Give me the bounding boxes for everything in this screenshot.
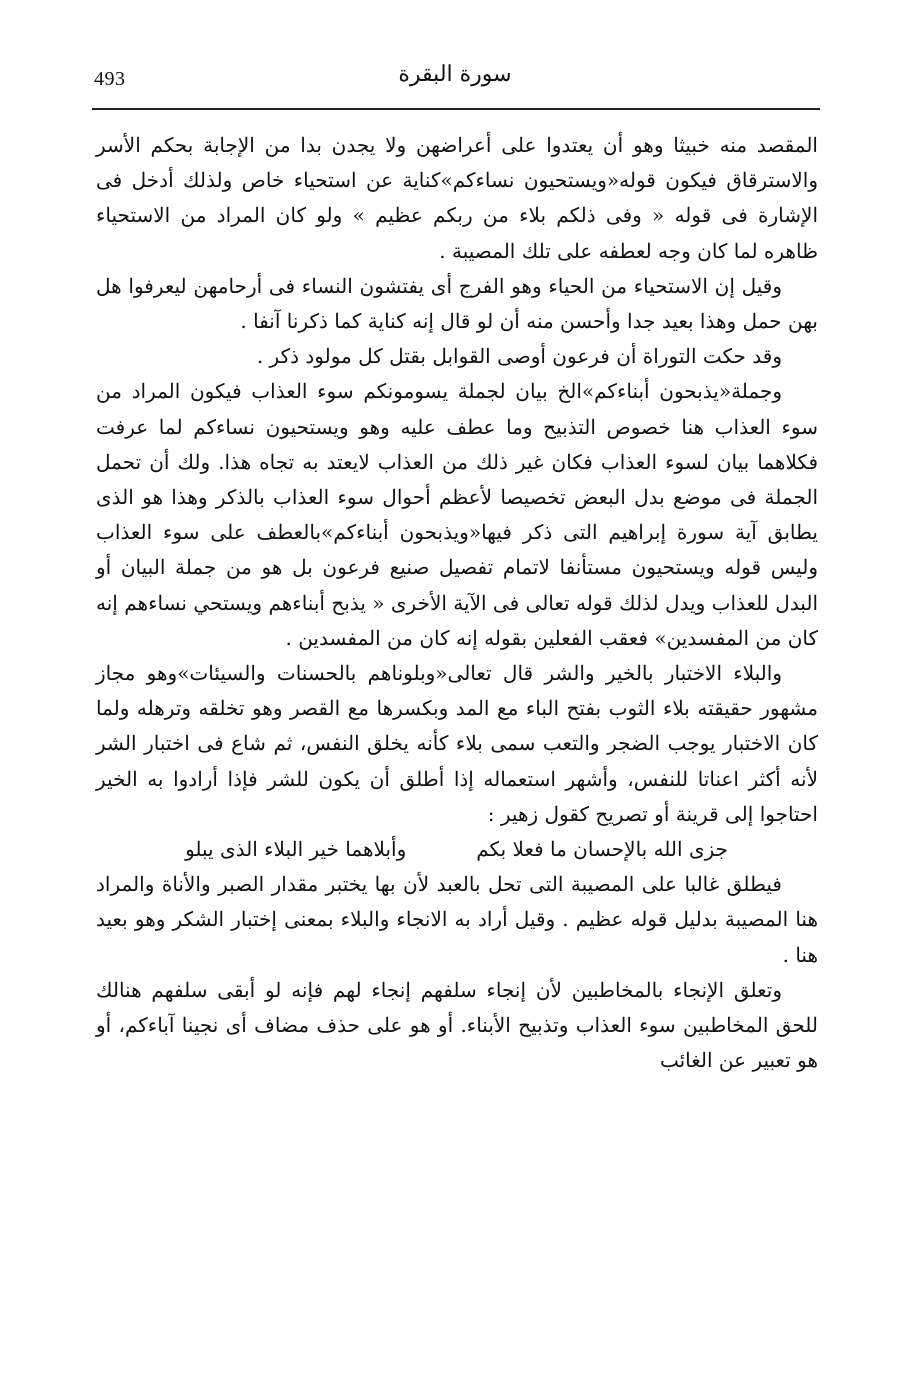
paragraph: وقيل إن الاستحياء من الحياء وهو الفرج أى يفتشون النساء فى أرحامهن ليعرفوا هل بهن حمل وهذا بعيد جدا وأحسن منه أن لو قال إنه كناية كما ذكرنا آنفا . [96,273,818,334]
verse-first-hemistich: جزى الله بالإحسان ما فعلا بكم [476,837,728,862]
poetry-verse [96,832,818,867]
paragraph: وقد حكت التوراة أن فرعون أوصى القوابل بقتل كل مولود ذكر . [256,344,782,369]
paragraph: وجملة«يذبحون أبناءكم»الخ بيان لجملة يسومونكم سوء العذاب فيكون المراد من سوء العذاب هنا خصوص التذبيح وما عطف عليه وهو ويستحيون نساءكم لما عرفت فكلاهما بيان لسوء العذاب فكان غير ذلك من العذاب لايعتد به تجاه هذا. ولك أن تحمل الجملة فى موضع بدل البعض تخصيصا لأعظم أحوال سوء العذاب بالذكر وهذا هو الذى يطابق آية سورة إبراهيم التى ذكر فيها«ويذبحون أبناءكم»بالعطف على سوء العذاب وليس قوله ويستحيون مستأنفا لاتمام تفصيل صنيع فرعون بل هو من جملة البيان أو البدل للعذاب ويدل لذلك قوله تعالى فى الآية الأخرى « يذبح أبناءهم ويستحي نساءهم إنه كان من المفسدين» فعقب الفعلين بقوله إنه كان من المفسدين . [96,379,819,650]
paragraph: المقصد منه خبيثا وهو أن يعتدوا على أعراضهن ولا يجدن بدا من الإجابة بحكم الأسر والاسترقاق فيكون قوله«ويستحيون نساءكم»كناية عن استحياء خاص ولذلك أدخل فى الإشارة فى قوله « وفى ذلكم بلاء من ربكم عظيم » ولو كان المراد من الاستحياء ظاهره لما كان وجه لعطفه على تلك المصيبة . [96,133,818,263]
page-number: 493 [94,68,126,90]
paragraph: فيطلق غالبا على المصيبة التى تحل بالعبد لأن بها يختبر مقدار الصبر والأناة والمراد هنا المصيبة بدليل قوله عظيم . وقيل أراد به الانجاء والبلاء بمعنى إختبار الشكر وهو بعيد هنا . [96,872,819,967]
running-title: سورة البقرة [398,62,512,87]
paragraph: وتعلق الإنجاء بالمخاطبين لأن إنجاء سلفهم إنجاء لهم فإنه لو أبقى سلفهم هنالك للحق المخاطبين سوء العذاب وتذبيح الأبناء. أو هو على حذف مضاف أى نجينا آباءكم، أو هو تعبير عن الغائب [96,977,818,1073]
paragraph: والبلاء الاختبار بالخير والشر قال تعالى«وبلوناهم بالحسنات والسيئات»وهو مجاز مشهور حقيقته بلاء الثوب بفتح الباء مع المد وبكسرها مع القصر وهو تخلقه وترهله ولما كان الاختبار يوجب الضجر والتعب سمى بلاء كأنه يخلق النفس، ثم شاع فى اختبار الشر لأنه أكثر اعناتا للنفس، وأشهر استعماله إذا أطلق أن يكون للشر فإذا أرادوا به الخير احتاجوا إلى قرينة أو تصريح كقول زهير : [96,661,818,826]
page-body [96,128,818,1078]
header-rule [92,108,820,110]
verse-second-hemistich: وأبلاهما خير البلاء الذى يبلو [185,837,407,862]
page-header [92,62,818,106]
